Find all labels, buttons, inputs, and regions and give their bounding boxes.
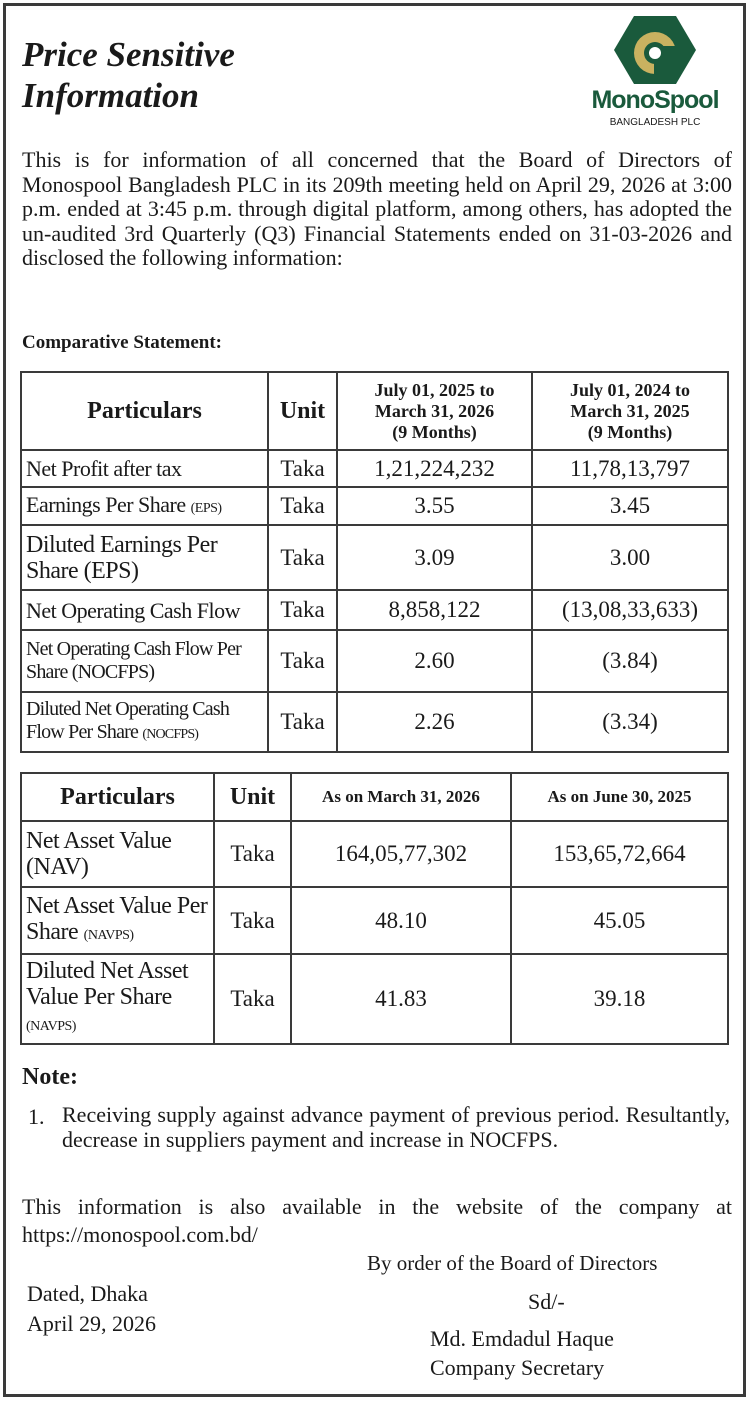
note-item-text: Receiving supply against advance payment of previous period. Resultantly, decrease in suppliers payment and increase in NOCFPS. bbox=[62, 1102, 730, 1152]
table-row bbox=[21, 487, 728, 525]
table-row bbox=[21, 525, 728, 590]
table-row bbox=[21, 450, 728, 487]
table-row bbox=[21, 630, 728, 692]
row-value-previous: 153,65,72,664 bbox=[511, 821, 728, 887]
row-value-current: 41.83 bbox=[291, 954, 511, 1044]
row-value-current: 48.10 bbox=[291, 887, 511, 954]
row-label: Net Asset Value Per Share (NAVPS) bbox=[21, 887, 214, 954]
logo-wordmark: MonoSpool bbox=[591, 86, 719, 114]
intro-paragraph: This is for information of all concerned that the Board of Directors of Monospool Bangladesh PLC in its 209th meeting held on April 29, 2026 at 3:00 p.m. ended at 3:45 p.m. through digital platform, among others, has adopted the un-audited 3rd Quarterly (Q3) Financial Statements ended on 31-03-2026 and disclosed the following information: bbox=[22, 147, 732, 271]
spool-logo-icon bbox=[614, 16, 696, 84]
row-label: Diluted Net Operating Cash Flow Per Share (NOCFPS) bbox=[21, 692, 268, 752]
note-item-number: 1. bbox=[28, 1104, 45, 1129]
title-line-2: Information bbox=[22, 76, 199, 115]
table-row bbox=[21, 821, 728, 887]
row-value-current: 2.60 bbox=[337, 630, 532, 692]
row-unit: Taka bbox=[214, 887, 291, 954]
row-value-previous: 45.05 bbox=[511, 887, 728, 954]
header-date-current: As on March 31, 2026 bbox=[291, 773, 511, 821]
row-unit: Taka bbox=[268, 525, 337, 590]
table-row bbox=[21, 590, 728, 630]
signature-mark: Sd/- bbox=[528, 1289, 565, 1314]
row-unit: Taka bbox=[268, 450, 337, 487]
row-value-current: 2.26 bbox=[337, 692, 532, 752]
dated-place: Dated, Dhaka bbox=[27, 1281, 148, 1306]
row-value-current: 3.55 bbox=[337, 487, 532, 525]
row-unit: Taka bbox=[268, 692, 337, 752]
board-order-line: By order of the Board of Directors bbox=[367, 1251, 658, 1275]
page-title bbox=[22, 34, 235, 116]
row-value-current: 8,858,122 bbox=[337, 590, 532, 630]
signatory-block bbox=[430, 1324, 614, 1382]
row-label: Earnings Per Share (EPS) bbox=[21, 487, 268, 525]
row-value-previous: 39.18 bbox=[511, 954, 728, 1044]
row-value-current: 164,05,77,302 bbox=[291, 821, 511, 887]
row-unit: Taka bbox=[268, 590, 337, 630]
comparative-table-period bbox=[20, 371, 729, 753]
row-value-previous: 3.45 bbox=[532, 487, 728, 525]
row-label: Net Asset Value (NAV) bbox=[21, 821, 214, 887]
row-unit: Taka bbox=[268, 487, 337, 525]
logo-subtext: BANGLADESH PLC bbox=[609, 117, 701, 128]
header-particulars: Particulars bbox=[21, 372, 268, 450]
row-label: Net Operating Cash Flow bbox=[21, 590, 268, 630]
row-label: Net Operating Cash Flow Per Share (NOCFPS) bbox=[21, 630, 268, 692]
row-value-current: 3.09 bbox=[337, 525, 532, 590]
row-unit: Taka bbox=[268, 630, 337, 692]
comparative-table-nav bbox=[20, 772, 729, 1045]
row-value-current: 1,21,224,232 bbox=[337, 450, 532, 487]
signatory-name: Md. Emdadul Haque bbox=[430, 1326, 614, 1351]
table-header-row bbox=[21, 372, 728, 450]
website-availability: This information is also available in the website of the company at https://monospool.com.bd/ bbox=[22, 1194, 732, 1247]
note-heading: Note: bbox=[22, 1064, 78, 1090]
header-period-previous: July 01, 2024 to March 31, 2025 (9 Months) bbox=[532, 372, 728, 450]
header-unit: Unit bbox=[268, 372, 337, 450]
table-row bbox=[21, 887, 728, 954]
row-value-previous: 3.00 bbox=[532, 525, 728, 590]
header-date-previous: As on June 30, 2025 bbox=[511, 773, 728, 821]
table-header-row bbox=[21, 773, 728, 821]
header-particulars: Particulars bbox=[21, 773, 214, 821]
dated-date: April 29, 2026 bbox=[27, 1311, 156, 1336]
row-label: Diluted Earnings Per Share (EPS) bbox=[21, 525, 268, 590]
company-logo bbox=[574, 16, 736, 131]
title-line-1: Price Sensitive bbox=[22, 35, 235, 74]
row-unit: Taka bbox=[214, 954, 291, 1044]
row-label: Net Profit after tax bbox=[21, 450, 268, 487]
row-value-previous: (3.34) bbox=[532, 692, 728, 752]
table-row bbox=[21, 692, 728, 752]
comparative-statement-label: Comparative Statement: bbox=[22, 332, 222, 353]
table-row bbox=[21, 954, 728, 1044]
row-value-previous: 11,78,13,797 bbox=[532, 450, 728, 487]
row-label: Diluted Net Asset Value Per Share (NAVPS) bbox=[21, 954, 214, 1044]
signatory-designation: Company Secretary bbox=[430, 1355, 605, 1380]
row-value-previous: (13,08,33,633) bbox=[532, 590, 728, 630]
dated-block bbox=[27, 1279, 156, 1339]
header-unit: Unit bbox=[214, 773, 291, 821]
header-period-current: July 01, 2025 to March 31, 2026 (9 Months) bbox=[337, 372, 532, 450]
row-value-previous: (3.84) bbox=[532, 630, 728, 692]
row-unit: Taka bbox=[214, 821, 291, 887]
